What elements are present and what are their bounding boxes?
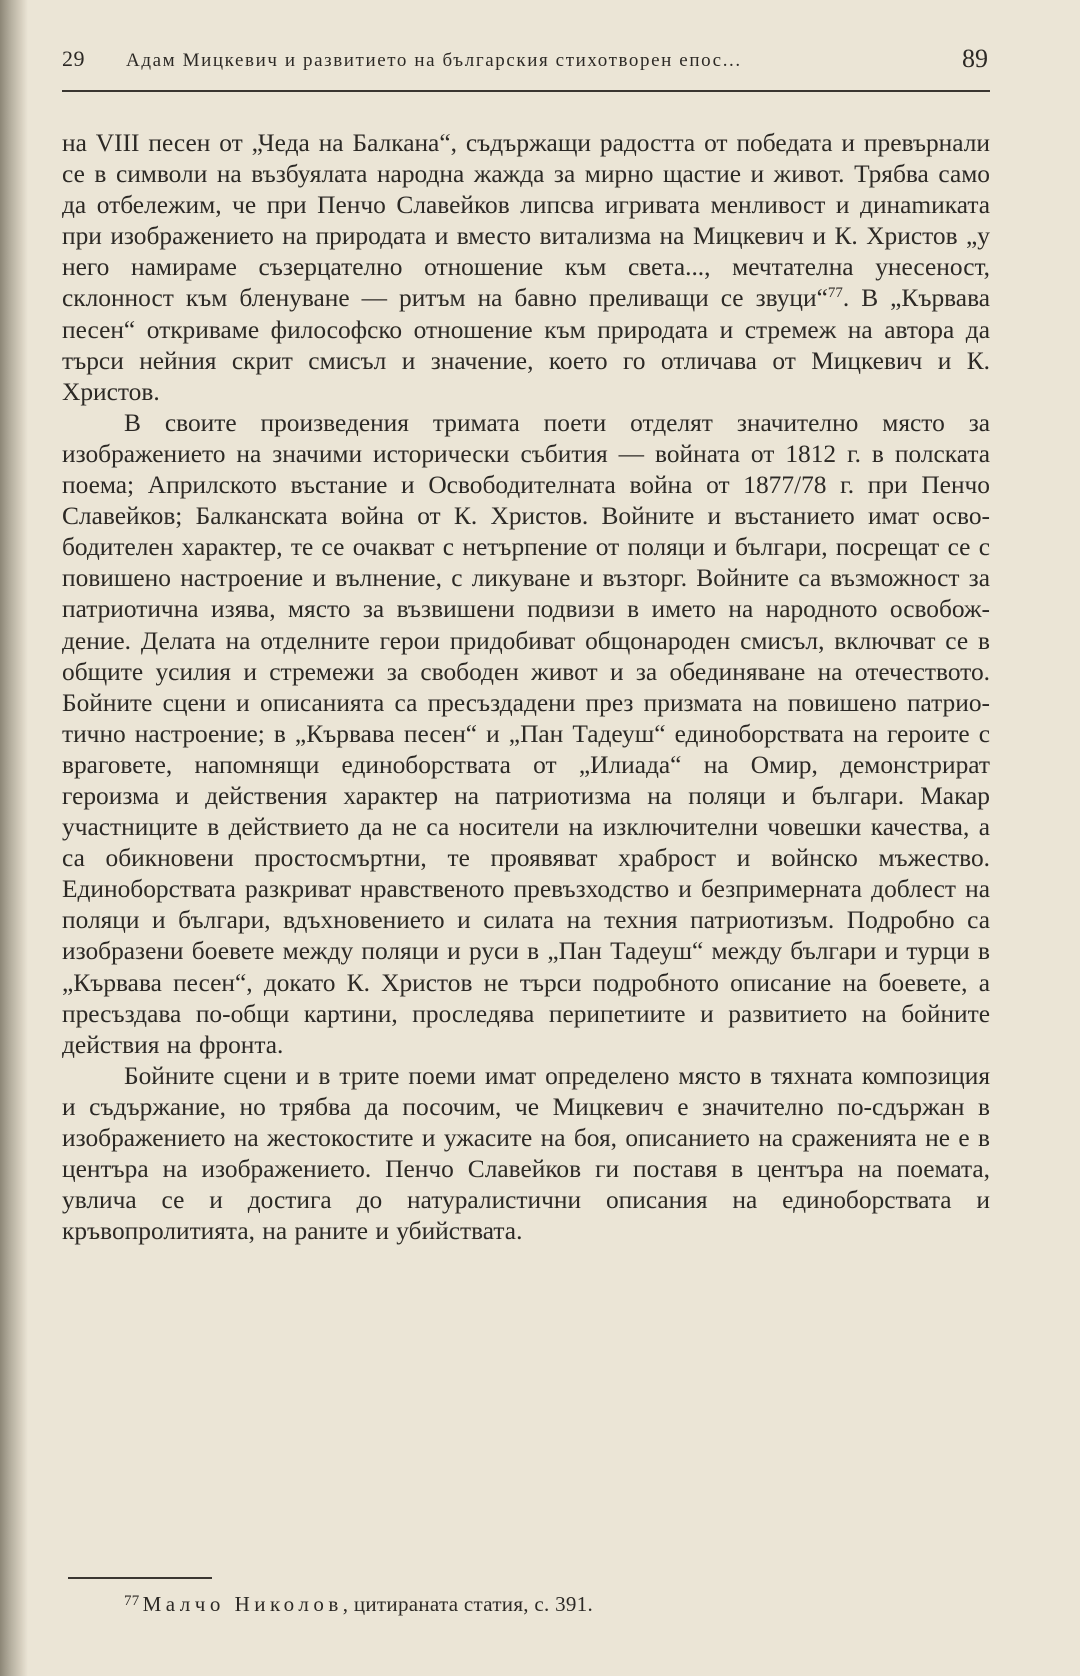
page-header [62, 40, 990, 92]
body-text [62, 128, 990, 1247]
book-page [62, 40, 990, 1247]
paragraph-2: В своите произведения тримата поети отделят значително място за изображението на значими исторически събития — войната от 1812 г. в полската поема; Априлското въстание и Освободителната война от 1877/78 г. при Пенчо Славейков; Балканската война от К. Христов. Войните и въстанието имат освободителен характер, те се очакват с нетърпение от поляци и българи, посрещат се с повишено настроение и вълнение, с ликуване и възторг. Войните са възможност за патриотична изява, място за възвишени подвизи в името на народното освобождение. Делата на отделните герои придобиват общонароден смисъл, включват се в общите усилия и стремежи за свободен живот и за обединяване на отечеството. Бойните сцени и описанията са пресъздадени през призмата на повишено патриотично настроение; в „Кървава песен“ и „Пан Тадеуш“ единоборствата на героите с враговете, напомнящи единоборствата от „Илиада“ на Омир, демонстрират героизма и действения характер на патриотизма на поляци и българи. Макар участниците в действието да не са носители на изключителни човешки качества, а са обикновени простосмъртни, те проявяват храброст и войнско мъжество. Единоборствата разкриват нравственото превъзходство и безпримерната доблест на поляци и българи, вдъхновението и силата на техния патриотизъм. Подробно са изобразени боевете между поляци и руси в „Пан Тадеуш“ между българи и турци в „Кървава песен“, докато К. Христов не търси подробното описание на боевете, а пресъздава по-общи картини, проследява перипетиите и развитието на бойните действия на фронта. [62, 408, 990, 1059]
paragraph-1-text-cont: . В „Кървава песен“ откриваме философско отношение към природата и стремеж на автора да търси нейния скрит смисъл и значение, което го отличава от Мицкевич и К. Христов. [62, 284, 990, 406]
page-number: 89 [962, 44, 988, 73]
paragraph-1 [62, 128, 990, 408]
paragraph-1-text: на VIII песен от „Чеда на Балкана“, съдържащи радостта от победата и превърнали се в символи на възбуялата народна жажда за мирно щастие и живот. Трябва само да отбележим, че при Пенчо Славейков липсва игривата менливост и динаmиката при изображението на природата и вместо витализма на Мицкевич и К. Христов „у него намираме съзерцателно отношение към света..., мечтателна унесеност, склонност към бленуване — ритъм на бавно преливащи се звуци“ [62, 129, 990, 313]
footnote-divider [68, 1577, 212, 1579]
signature-number: 29 [62, 46, 85, 71]
footnote-number: 77 [124, 1593, 140, 1609]
book-binding-shadow [0, 0, 28, 1676]
paragraph-3: Бойните сцени и в трите поеми имат определено място в тяхната композиция и съдържание, но трябва да посочим, че Мицкевич е значително по-сдържан в изображението на жестокостите и ужасите на боя, описанието на сраженията не е в центъра на изображението. Пенчо Славейков ги поставя в центъра на поемата, увлича се и достига до натуралистични описания на единоборствата и кръвопролитията, на раните и убийствата. [62, 1061, 990, 1246]
running-title: Адам Мицкевич и развитието на българския стихотворен епос... [126, 50, 742, 71]
footnote-text: , цитираната статия, с. 391. [342, 1592, 594, 1616]
footnote-author: Малчо Николов [142, 1592, 343, 1616]
footnote-ref-77[interactable]: 77 [827, 285, 843, 302]
footnote [124, 1592, 593, 1617]
